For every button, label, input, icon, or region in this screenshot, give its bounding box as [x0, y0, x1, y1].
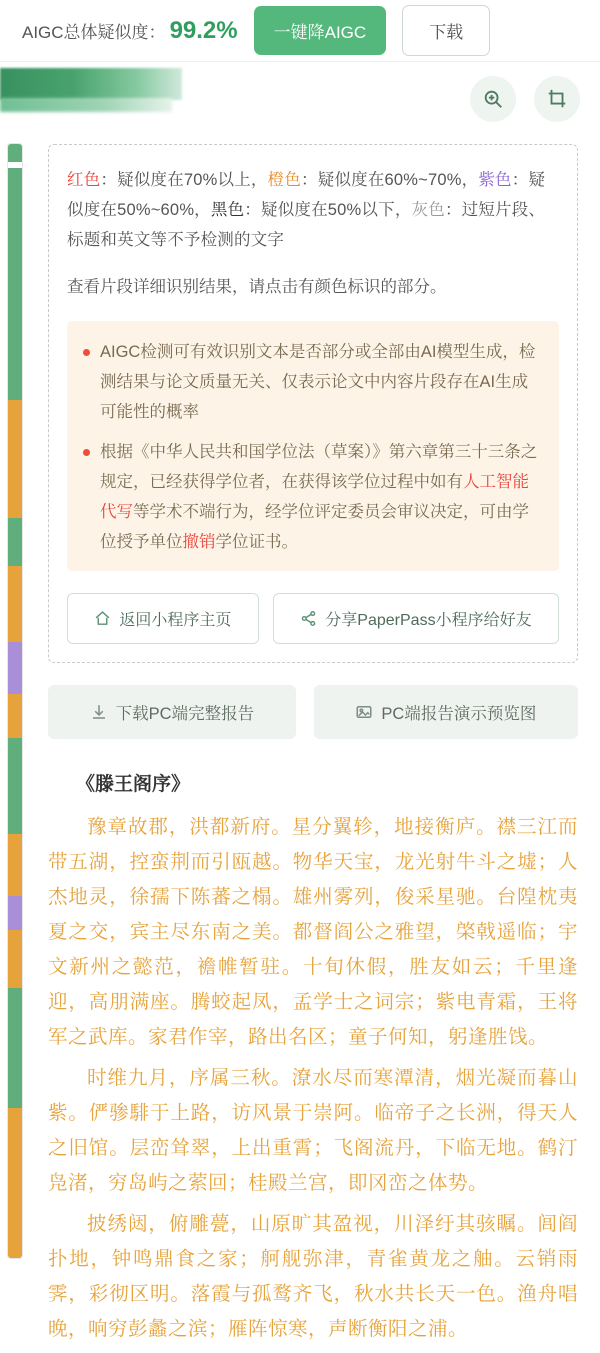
image-icon — [355, 703, 373, 721]
top-toolbar — [0, 0, 600, 62]
legend-card — [48, 144, 578, 663]
notice-text-part: 根据《中华人民共和国学位法（草案）》第六章第三十三条之规定，已经获得学位者，在获得该学位过程中如有 — [100, 443, 538, 491]
spectrum-segment-2[interactable] — [8, 168, 22, 400]
document-paragraph[interactable]: 豫章故郡，洪都新府。星分翼轸，地接衡庐。襟三江而带五湖，控蛮荆而引瓯越。物华天宝，龙光射牛斗之墟；人杰地灵，徐孺下陈蕃之榻。雄州雾列，俊采星驰。台隍枕夷夏之交，宾主尽东南之美。都督阎公之雅望，棨戟遥临；宇文新州之懿范，襜帷暂驻。十旬休假，胜友如云；千里逢迎，高朋满座。腾蛟起凤，孟学士之词宗；紫电青霜，王将军之武库。家君作宰，路出名区；童子何知，躬逢胜饯。 — [48, 816, 578, 1048]
legend-red-label: 红色 — [67, 171, 101, 189]
spectrum-segment-10[interactable] — [8, 896, 22, 930]
download-button[interactable]: 下载 — [402, 5, 490, 56]
legend-purple-desc: ：疑似度在50%~60%， — [67, 171, 546, 219]
share-label: 分享PaperPass小程序给好友 — [325, 612, 532, 629]
report-title-bar — [0, 62, 600, 140]
bullet-dot-icon — [83, 449, 90, 456]
download-icon — [90, 703, 108, 721]
color-spectrum-bar[interactable] — [8, 144, 22, 1258]
back-home-label: 返回小程序主页 — [119, 612, 232, 629]
document-title: 《滕王阁序》 — [76, 774, 191, 795]
document-paragraphs — [48, 810, 578, 1347]
notice-text-part: 等学术不端行为，经学位评定委员会审议决定，可由学位授予单位 — [100, 503, 529, 551]
notice-item-text — [100, 437, 543, 557]
spectrum-segment-8[interactable] — [8, 738, 22, 834]
legend-black-desc: ：疑似度在50%以下， — [244, 201, 412, 219]
bullet-dot-icon — [83, 349, 90, 356]
spectrum-segment-13[interactable] — [8, 1108, 22, 1258]
notice-item — [83, 337, 543, 427]
legend-red-desc: ：疑似度在70%以上， — [100, 171, 268, 189]
report-body — [0, 140, 600, 1353]
preview-label: PC端报告演示预览图 — [381, 705, 537, 723]
download-action-row — [48, 685, 578, 739]
download-pc-report-button[interactable] — [48, 685, 296, 739]
spectrum-segment-6[interactable] — [8, 642, 22, 694]
spectrum-segment-12[interactable] — [8, 988, 22, 1108]
legend-purple-label: 紫色 — [478, 171, 512, 189]
document-paragraph[interactable]: 披绣闼，俯雕甍，山原旷其盈视，川泽纡其骇瞩。闾阎扑地，钟鸣鼎食之家；舸舰弥津，青雀黄龙之舳。云销雨霁，彩彻区明。落霞与孤鹜齐飞，秋水共长天一色。渔舟唱晚，响穷彭蠡之滨；雁阵惊寒，声断衡阳之浦。 — [48, 1213, 578, 1340]
spectrum-segment-3[interactable] — [8, 400, 22, 518]
download-pc-label: 下载PC端完整报告 — [115, 705, 255, 723]
notice-item — [83, 437, 543, 557]
spectrum-segment-5[interactable] — [8, 566, 22, 642]
spectrum-segment-7[interactable] — [8, 694, 22, 738]
notice-text-part: 学位证书。 — [215, 533, 298, 551]
magnifier-plus-icon — [482, 88, 504, 110]
home-icon — [94, 610, 111, 627]
legend-hint: 查看片段详细识别结果，请点击有颜色标识的部分。 — [67, 278, 447, 296]
legend-description — [67, 165, 559, 255]
redacted-title — [0, 68, 182, 100]
notice-box — [67, 321, 559, 571]
back-to-miniprogram-home-button[interactable] — [67, 593, 259, 644]
legend-action-row — [67, 593, 559, 644]
document-paragraph[interactable]: 时维九月，序属三秋。潦水尽而寒潭清，烟光凝而暮山紫。俨骖騑于上路，访风景于崇阿。临帝子之长洲，得天人之旧馆。层峦耸翠，上出重霄；飞阁流丹，下临无地。鹤汀凫渚，穷岛屿之萦回；桂殿兰宫，即冈峦之体势。 — [48, 1067, 578, 1194]
crop-button[interactable] — [534, 76, 580, 122]
legend-orange-label: 橙色 — [267, 171, 302, 189]
notice-highlight-revoke: 撤销 — [182, 533, 216, 551]
spectrum-segment-4[interactable] — [8, 518, 22, 566]
report-content — [22, 140, 600, 1353]
viewer-tools — [470, 76, 580, 122]
aigc-score-value: 99.2% — [169, 16, 238, 44]
aigc-score — [22, 17, 238, 45]
spectrum-segment-11[interactable] — [8, 930, 22, 988]
share-icon — [300, 610, 317, 627]
zoom-in-button[interactable] — [470, 76, 516, 122]
notice-highlight-ai-writing: 人工智能代写 — [100, 473, 529, 521]
spectrum-segment-9[interactable] — [8, 834, 22, 896]
crop-icon — [546, 88, 568, 110]
notice-item-text: AIGC检测可有效识别文本是否部分或全部由AI模型生成，检测结果与论文质量无关、仅表示论文中内容片段存在AI生成可能性的概率 — [100, 343, 536, 421]
spectrum-segment-0[interactable] — [8, 144, 22, 162]
legend-black-label: 黑色 — [210, 201, 245, 219]
legend-orange-desc: ：疑似度在60%~70%， — [301, 171, 479, 189]
redacted-subtitle — [0, 98, 172, 112]
pc-report-preview-button[interactable] — [314, 685, 578, 739]
legend-gray-desc: ：过短片段、标题和英文等不予检测的文字 — [67, 201, 546, 249]
reduce-aigc-button[interactable]: 一键降AIGC — [254, 6, 387, 55]
document-body — [48, 769, 578, 1347]
legend-gray-label: 灰色 — [411, 201, 445, 219]
aigc-score-label: AIGC总体疑似度： — [22, 22, 166, 42]
share-miniprogram-button[interactable] — [273, 593, 559, 644]
